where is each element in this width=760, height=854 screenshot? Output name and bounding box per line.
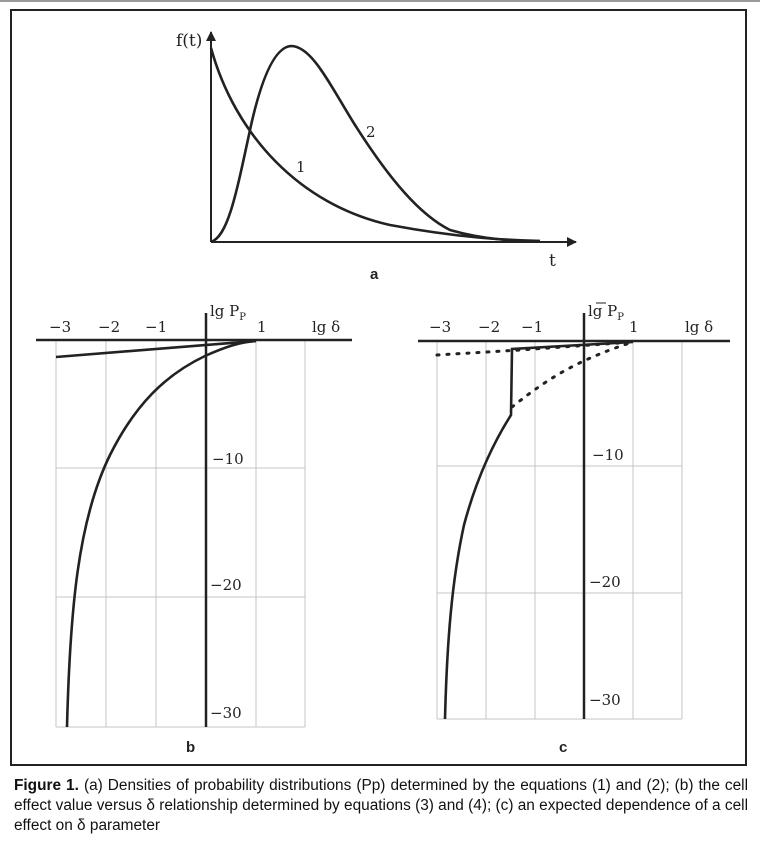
tick-label: −30: [210, 704, 242, 722]
ylabel-sub: P: [617, 312, 624, 323]
tick-label: 1: [257, 318, 267, 336]
panel-c-xlabel: lg δ: [685, 318, 714, 336]
caption-text: (a) Densities of probability distributions (Pp) determined by the equations (1) and (2); (b) the cell effect value versus δ relationship determined by equations (3) and (4); (c) an expected dependence of a cell effect on δ parameter: [14, 777, 749, 834]
caption-label: Figure 1.: [14, 777, 79, 794]
series-line: [67, 341, 256, 727]
panel-label: a: [370, 266, 379, 283]
tick-label: −2: [478, 318, 501, 336]
panel-b-ylabel: [210, 302, 246, 323]
ylabel-main: lg P: [210, 302, 240, 320]
panel-b-grid: [56, 340, 305, 727]
panel-b-xlabel: lg δ: [312, 318, 341, 336]
panel-a-ylabel: f(t): [176, 31, 203, 51]
tick-label: −3: [429, 318, 452, 336]
tick-label: −1: [521, 318, 544, 336]
tick-label: −2: [98, 318, 121, 336]
tick-label: −20: [589, 573, 621, 591]
tick-label: 1: [629, 318, 639, 336]
panel-a-xlabel: t: [549, 251, 556, 271]
ylabel-main: lg P: [588, 302, 618, 320]
tick-label: −3: [49, 318, 72, 336]
series-label: 1: [296, 158, 306, 176]
panel-label: c: [559, 739, 568, 756]
panel-c-ylabel: [588, 302, 624, 323]
series-label: 2: [366, 123, 376, 141]
series-line: [512, 342, 633, 407]
tick-label: −20: [210, 576, 242, 594]
tick-label: −30: [589, 691, 621, 709]
tick-label: −10: [212, 450, 244, 468]
series-line: [445, 342, 633, 719]
series-line: [211, 48, 540, 241]
tick-label: −1: [145, 318, 168, 336]
panel-c-grid: [437, 340, 682, 719]
panel-label: b: [186, 739, 196, 756]
panel-c: [418, 302, 730, 756]
panel-b: [36, 302, 352, 756]
panel-a: [176, 31, 576, 283]
tick-label: −10: [592, 446, 624, 464]
ylabel-sub: P: [239, 312, 246, 323]
figure-caption: [14, 776, 748, 836]
